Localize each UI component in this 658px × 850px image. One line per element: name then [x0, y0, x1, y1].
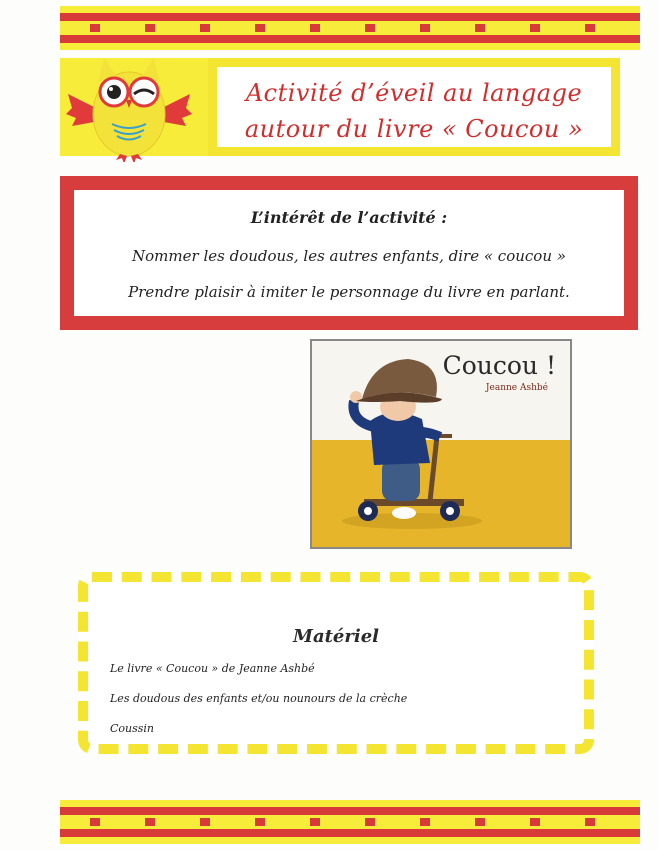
child-on-scooter-illustration: [312, 341, 572, 549]
owl-icon: [64, 52, 194, 162]
interest-line-1: Nommer les doudous, les autres enfants, dire « coucou »: [132, 247, 566, 265]
book-cover-image: [310, 339, 572, 549]
materiel-heading: Matériel: [293, 626, 379, 647]
title-line-2: autour du livre « Coucou »: [244, 115, 584, 143]
interest-box-content: [74, 190, 624, 316]
bottom-decorative-border: [60, 800, 640, 844]
top-decorative-border: [60, 6, 640, 50]
materiel-box: [78, 572, 594, 754]
materiel-item-1: Le livre « Coucou » de Jeanne Ashbé: [110, 662, 315, 675]
book-cover-author: Jeanne Ashbé: [485, 383, 548, 393]
interest-box: [60, 176, 638, 330]
book-cover-title: Coucou !: [442, 351, 556, 380]
interest-heading: L’intérêt de l’activité :: [250, 208, 448, 227]
materiel-item-2: Les doudous des enfants et/ou nounours de la crèche: [110, 692, 408, 705]
materiel-item-3: Coussin: [110, 722, 155, 735]
interest-line-2: Prendre plaisir à imiter le personnage du livre en parlant.: [128, 283, 570, 301]
title-box: [208, 58, 620, 156]
title-line-1: Activité d’éveil au langage: [245, 79, 583, 107]
